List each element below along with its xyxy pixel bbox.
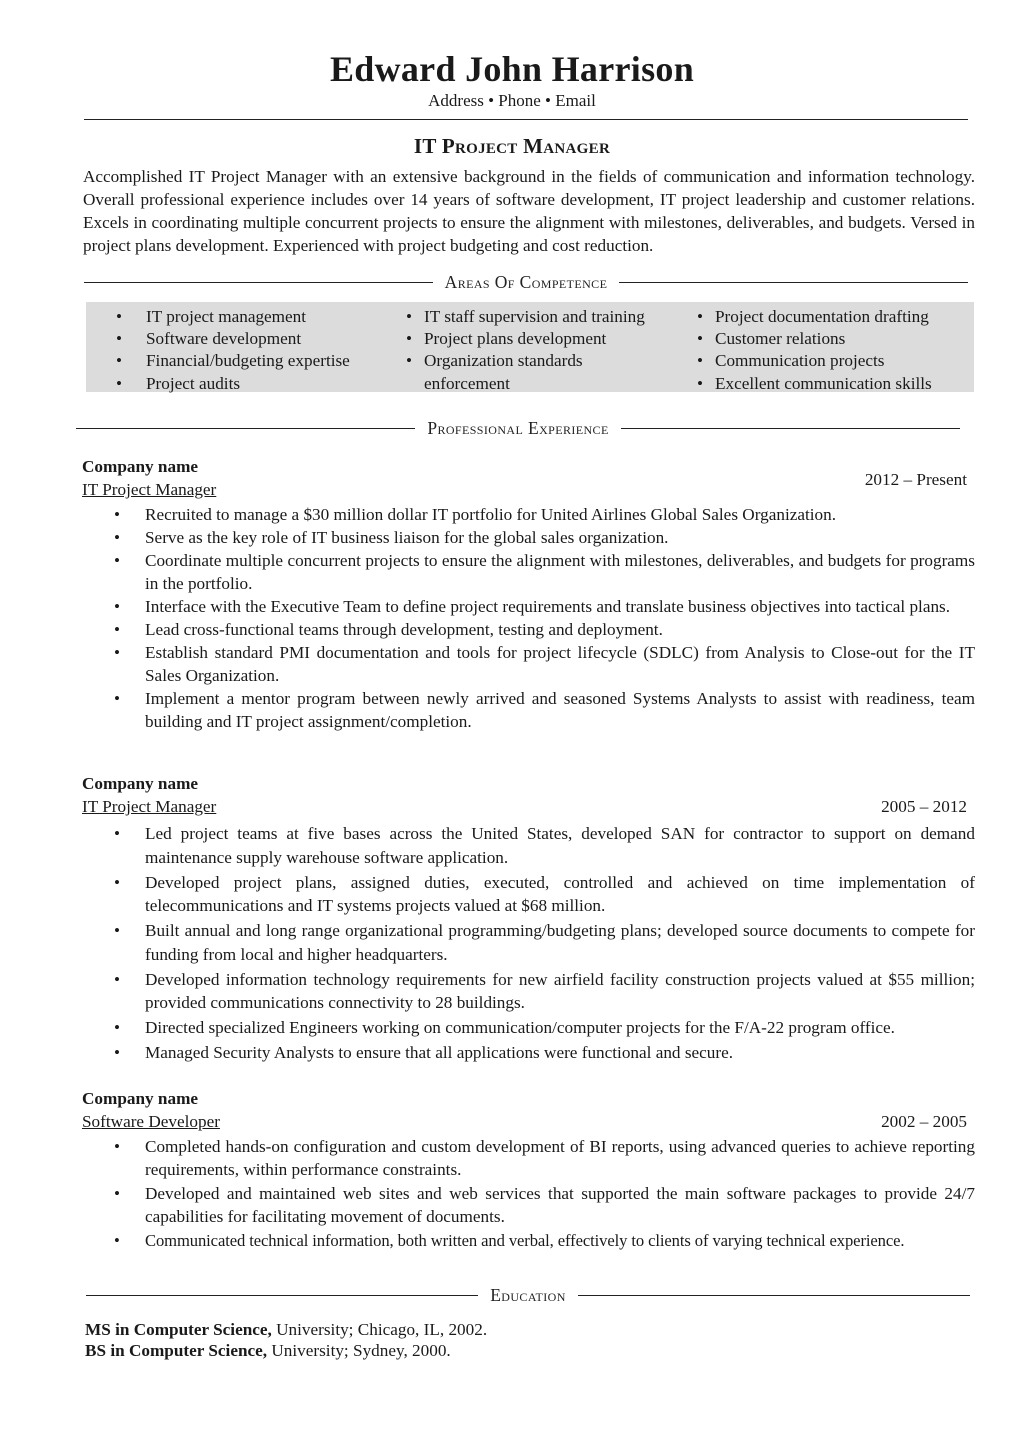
job-dates: 2012 – Present — [864, 470, 967, 489]
summary-paragraph: Accomplished IT Project Manager with an extensive background in the fields of communication and information technology. Overall professional experience includes over 14 years of software development, IT project leadership and customer relations. Excels in coordinating multiple concurrent projects to ensure the alignment with milestones, deliverables, and budgets. Versed in project plans development. Experienced with project budgeting and cost reduction. — [83, 167, 975, 255]
bullet-item: • Implement a mentor program between newly arrived and seasoned Systems Analysts to assist with readiness, team building and IT project assignment/completion. — [114, 687, 975, 733]
heading-rule-left — [86, 1295, 478, 1296]
competence-heading-label: Areas Of Competence — [444, 271, 608, 292]
competence-item: • IT staff supervision and training — [406, 306, 676, 328]
job-bullets — [114, 822, 975, 1065]
competence-item: • Organization standards enforcement — [406, 350, 624, 394]
competence-item: • Communication projects — [697, 350, 932, 372]
education-entry — [85, 1341, 451, 1361]
bullet-item: • Managed Security Analysts to ensure that all applications were functional and secure. — [114, 1041, 975, 1065]
experience-heading — [76, 418, 960, 438]
bullet-item: • Communicated technical information, both written and verbal, effectively to clients of varying technical experience. — [114, 1229, 975, 1252]
heading-rule-left — [84, 282, 433, 283]
bullet-item: • Recruited to manage a $30 million dollar IT portfolio for United Airlines Global Sales Organization. — [114, 503, 975, 526]
bullet-item: • Developed information technology requirements for new airfield facility construction projects valued at $55 million; provided communications connectivity to 28 buildings. — [114, 968, 975, 1015]
competence-item: • Project documentation drafting — [697, 306, 932, 328]
job-bullets — [114, 503, 975, 733]
company-name: Company name — [82, 1089, 199, 1108]
degree-name: MS in Computer Science, — [85, 1320, 272, 1339]
competence-heading — [84, 272, 968, 292]
competence-item: • IT project management — [116, 306, 350, 328]
competence-column-1 — [116, 306, 350, 395]
degree-name: BS in Computer Science, — [85, 1341, 268, 1360]
competence-item: • Financial/budgeting expertise — [116, 350, 350, 372]
bullet-item: • Lead cross-functional teams through development, testing and deployment. — [114, 618, 975, 641]
competence-column-2 — [406, 306, 676, 395]
job-role: Software Developer — [82, 1112, 220, 1131]
job-dates: 2005 – 2012 — [881, 797, 967, 816]
competence-item: • Software development — [116, 328, 350, 350]
experience-heading-label: Professional Experience — [427, 417, 609, 438]
heading-rule-right — [621, 428, 960, 429]
contact-line: Address • Phone • Email — [428, 91, 596, 110]
heading-rule-right — [619, 282, 968, 283]
competence-item: • Project audits — [116, 373, 350, 395]
degree-details: University; Chicago, IL, 2002. — [271, 1320, 488, 1339]
bullet-item: • Developed project plans, assigned duties, executed, controlled and achieved on time implementation of telecommunications and IT systems projects valued at $68 million. — [114, 871, 975, 918]
company-name: Company name — [82, 774, 199, 793]
degree-details: University; Sydney, 2000. — [267, 1341, 451, 1360]
competence-column-3 — [697, 306, 932, 395]
bullet-item: • Completed hands-on configuration and custom development of BI reports, using advanced queries to achieve reporting requirements, within performance constraints. — [114, 1135, 975, 1181]
education-heading-label: Education — [490, 1284, 566, 1305]
bullet-item: • Serve as the key role of IT business liaison for the global sales organization. — [114, 526, 975, 549]
job-title: IT Project Manager — [413, 134, 611, 158]
bullet-item: • Led project teams at five bases across the United States, developed SAN for contractor to support on demand maintenance supply warehouse software application. — [114, 822, 975, 869]
company-name: Company name — [82, 457, 199, 476]
heading-rule-left — [76, 428, 415, 429]
education-entry — [85, 1320, 487, 1340]
job-dates: 2002 – 2005 — [881, 1112, 967, 1131]
bullet-item: • Built annual and long range organizational programming/budgeting plans; developed source documents to compete for funding from local and higher headquarters. — [114, 919, 975, 966]
competence-item: • Excellent communication skills — [697, 373, 932, 395]
job-role: IT Project Manager — [82, 797, 217, 816]
bullet-item: • Coordinate multiple concurrent projects to ensure the alignment with milestones, deliverables, and budgets for programs in the portfolio. — [114, 549, 975, 595]
bullet-item: • Directed specialized Engineers working on communication/computer projects for the F/A-22 program office. — [114, 1016, 975, 1040]
competence-box — [86, 302, 974, 392]
competence-item: • Project plans development — [406, 328, 676, 350]
job-role: IT Project Manager — [82, 480, 217, 499]
education-heading — [86, 1285, 970, 1305]
header-divider — [84, 119, 968, 120]
bullet-item: • Developed and maintained web sites and web services that supported the main software packages to provide 24/7 capabilities for facilitating movement of documents. — [114, 1182, 975, 1228]
bullet-item: • Establish standard PMI documentation and tools for project lifecycle (SDLC) from Analysis to Close-out for the IT Sales Organization. — [114, 641, 975, 687]
competence-item: • Customer relations — [697, 328, 932, 350]
heading-rule-right — [578, 1295, 970, 1296]
job-bullets — [114, 1135, 975, 1252]
bullet-item: • Interface with the Executive Team to define project requirements and translate business objectives into tactical plans. — [114, 595, 975, 618]
candidate-name: Edward John Harrison — [329, 49, 695, 89]
